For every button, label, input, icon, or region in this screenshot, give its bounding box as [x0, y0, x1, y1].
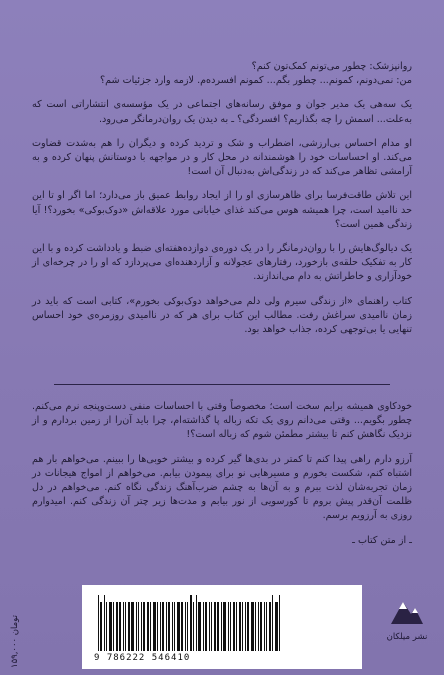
- quote-paragraph-1: خودکاوی همیشه برایم سخت است؛ مخصوصاً وقتی با احساسات منفی دست‌وپنجه نرم می‌کنم. چطور بگویم... وقتی می‌دانم روی یک تکه زباله پا گذاشته‌ام، چرا باید آن‌را از زمین بردارم و از نزدیک نگاهش کنم تا بیشتر مطمئن شوم که زباله است؟!: [32, 401, 412, 441]
- barcode-bar: [247, 602, 249, 651]
- barcode-bar: [116, 602, 118, 651]
- barcode-bar: [98, 595, 99, 651]
- paragraph-1: یک سه‌هی یک مدیر جوان و موفق رسانه‌های اجتماعی در یک مؤسسه‌ی انتشاراتی است که به‌علت... اسمش را چه بگذاریم؟ افسردگی؟ ـ به دیدن یک روان‌درمانگر می‌رود.: [32, 99, 412, 125]
- barcode-bar: [266, 602, 267, 651]
- barcode-bar: [228, 602, 229, 651]
- section-divider: [54, 384, 390, 385]
- barcode-bar: [209, 602, 210, 651]
- barcode-bar: [123, 602, 124, 651]
- barcode-bar: [168, 602, 170, 651]
- mountain-logo-icon: [387, 590, 427, 630]
- barcode-bar: [147, 602, 149, 651]
- barcode-bar: [106, 602, 107, 651]
- barcode-bar: [264, 602, 265, 651]
- barcode-bar: [160, 602, 161, 651]
- quote-source: ـ از متن کتاب ـ: [352, 534, 412, 546]
- barcode-bar: [181, 602, 183, 651]
- barcode-bar: [239, 602, 241, 651]
- barcode-bar: [177, 602, 180, 651]
- barcode-bar: [174, 602, 175, 651]
- publisher-name: نشر میلکان: [386, 632, 428, 642]
- barcode-bar: [214, 602, 216, 651]
- barcode-bar: [119, 602, 121, 651]
- barcode-bar: [166, 602, 167, 651]
- main-text: [32, 60, 412, 347]
- barcode-bar: [190, 595, 192, 651]
- barcode-bar: [196, 595, 197, 651]
- barcode-bar: [255, 602, 256, 651]
- barcode-bar: [279, 595, 280, 651]
- barcode-bar: [269, 602, 271, 651]
- barcode-bar: [153, 602, 156, 651]
- barcode-bar: [251, 602, 254, 651]
- barcode-bar: [162, 602, 164, 651]
- barcode-bar: [223, 602, 226, 651]
- dialog-line-therapist: روانپزشک: چطور می‌تونم کمک‌تون کنم؟: [251, 61, 412, 72]
- barcode-bar: [221, 602, 222, 651]
- paragraph-2: او مدام احساس بی‌ارزشی، اضطراب و شک و تردید کرده و دیگران را هم به‌شدت قضاوت می‌کند. او احساسات خود را هوشمندانه در محل کار و در مواجهه با دوستانش پنهان کرده و به آرامشی تظاهر می‌کند که در زندگی‌اش به‌دنبال آن است!: [32, 137, 412, 178]
- dialog-line-me: من: نمی‌دونم، کمونم... چطور بگم... کمونم افسرده‌م. لازمه وارد جزئیات شم؟: [100, 75, 412, 87]
- paragraph-3: این تلاش طاقت‌فرسا برای ظاهرسازی او را از ایجاد روابط عمیق باز می‌دارد؛ اما اگر او تا این حد ناامید است، چرا همیشه هوس می‌کند غذای خیابانی مورد علاقه‌اش «دوک‌بوکی» بخورد؟! آیا زندگی همین است؟: [32, 190, 412, 230]
- barcode-bar: [236, 602, 237, 651]
- barcode-bar: [242, 602, 243, 651]
- barcode: [98, 595, 310, 651]
- barcode-bar: [150, 602, 151, 651]
- barcode-bar: [198, 602, 201, 651]
- barcode-bar: [187, 602, 188, 651]
- barcode-bar: [233, 602, 235, 651]
- barcode-bar: [109, 602, 112, 651]
- quote-paragraph-2: آرزو دارم راهی پیدا کنم تا کمتر در بدی‌ها گیر کرده و بیشتر خوبی‌ها را ببینم. می‌خواهم بار هم اشتباه کنم، شکست بخورم و مسیرهایی نو برای پیمودن بیابم. می‌خواهم از امواج هیجانات در زمان تجربه‌شان لذت ببرم و به آن‌ها به چشم ضرب‌آهنگ زندگی نگاه کنم. می‌خواهم در دل ظلمت آن‌قدر پیش بروم تا کورسویی از نور بیابم و مدت‌ها زیر چتر آن زندگی کنم. امیدوارم روزی به آرزویم برسم.: [32, 453, 412, 522]
- publisher-logo: [384, 590, 430, 668]
- barcode-bar: [113, 602, 114, 651]
- barcode-bar: [128, 602, 130, 651]
- barcode-bar: [157, 602, 158, 651]
- barcode-bar: [203, 602, 204, 651]
- barcode-bar: [138, 602, 139, 651]
- barcode-bar: [272, 595, 273, 651]
- quote-text: [32, 400, 412, 548]
- barcode-bar: [260, 602, 262, 651]
- barcode-number: 9 786222 546410: [94, 653, 191, 663]
- barcode-bar: [100, 602, 102, 651]
- barcode-box: [82, 585, 362, 669]
- barcode-bar: [217, 602, 219, 651]
- barcode-bar: [211, 602, 212, 651]
- barcode-bar: [125, 602, 126, 651]
- paragraph-4: یک دیالوگ‌هایش را با روان‌درمانگر را در یک دوره‌ی دوازده‌هفته‌ای ضبط و یادداشت کرده و با این کار به تفکیک حلقه‌ی بازخورد، رفتارهای عجولانه و آزاردهنده‌ای می‌پردازد که او را در چرخه‌ای از خودآزاری و خاطراتش به دام می‌اندازند.: [32, 243, 412, 283]
- barcode-bar: [143, 602, 145, 651]
- paragraph-5: کتاب راهنمای «از زندگی سیرم ولی دلم می‌خواهد دوک‌بوکی بخورم»، کتابی است که باید در زمان ناامیدی سراغش رفت. مطالب این کتاب برای هر که در ناامیدی روزمره‌ی خود احساس تنهایی یا بی‌توجهی کرده، جذاب خواهد بود.: [32, 295, 412, 336]
- barcode-bar: [104, 595, 105, 651]
- barcode-bar: [141, 602, 142, 651]
- barcode-bar: [193, 602, 194, 651]
- barcode-bar: [245, 602, 246, 651]
- barcode-bar: [185, 602, 186, 651]
- barcode-bar: [172, 602, 173, 651]
- barcode-bar: [275, 602, 278, 651]
- barcode-bar: [258, 602, 259, 651]
- dialog-block: [32, 60, 412, 88]
- price-label: ۱۵۹,۰۰۰ تومان: [10, 615, 20, 668]
- barcode-bar: [230, 602, 231, 651]
- barcode-bar: [205, 602, 207, 651]
- barcode-bar: [131, 602, 134, 651]
- barcode-bar: [136, 602, 137, 651]
